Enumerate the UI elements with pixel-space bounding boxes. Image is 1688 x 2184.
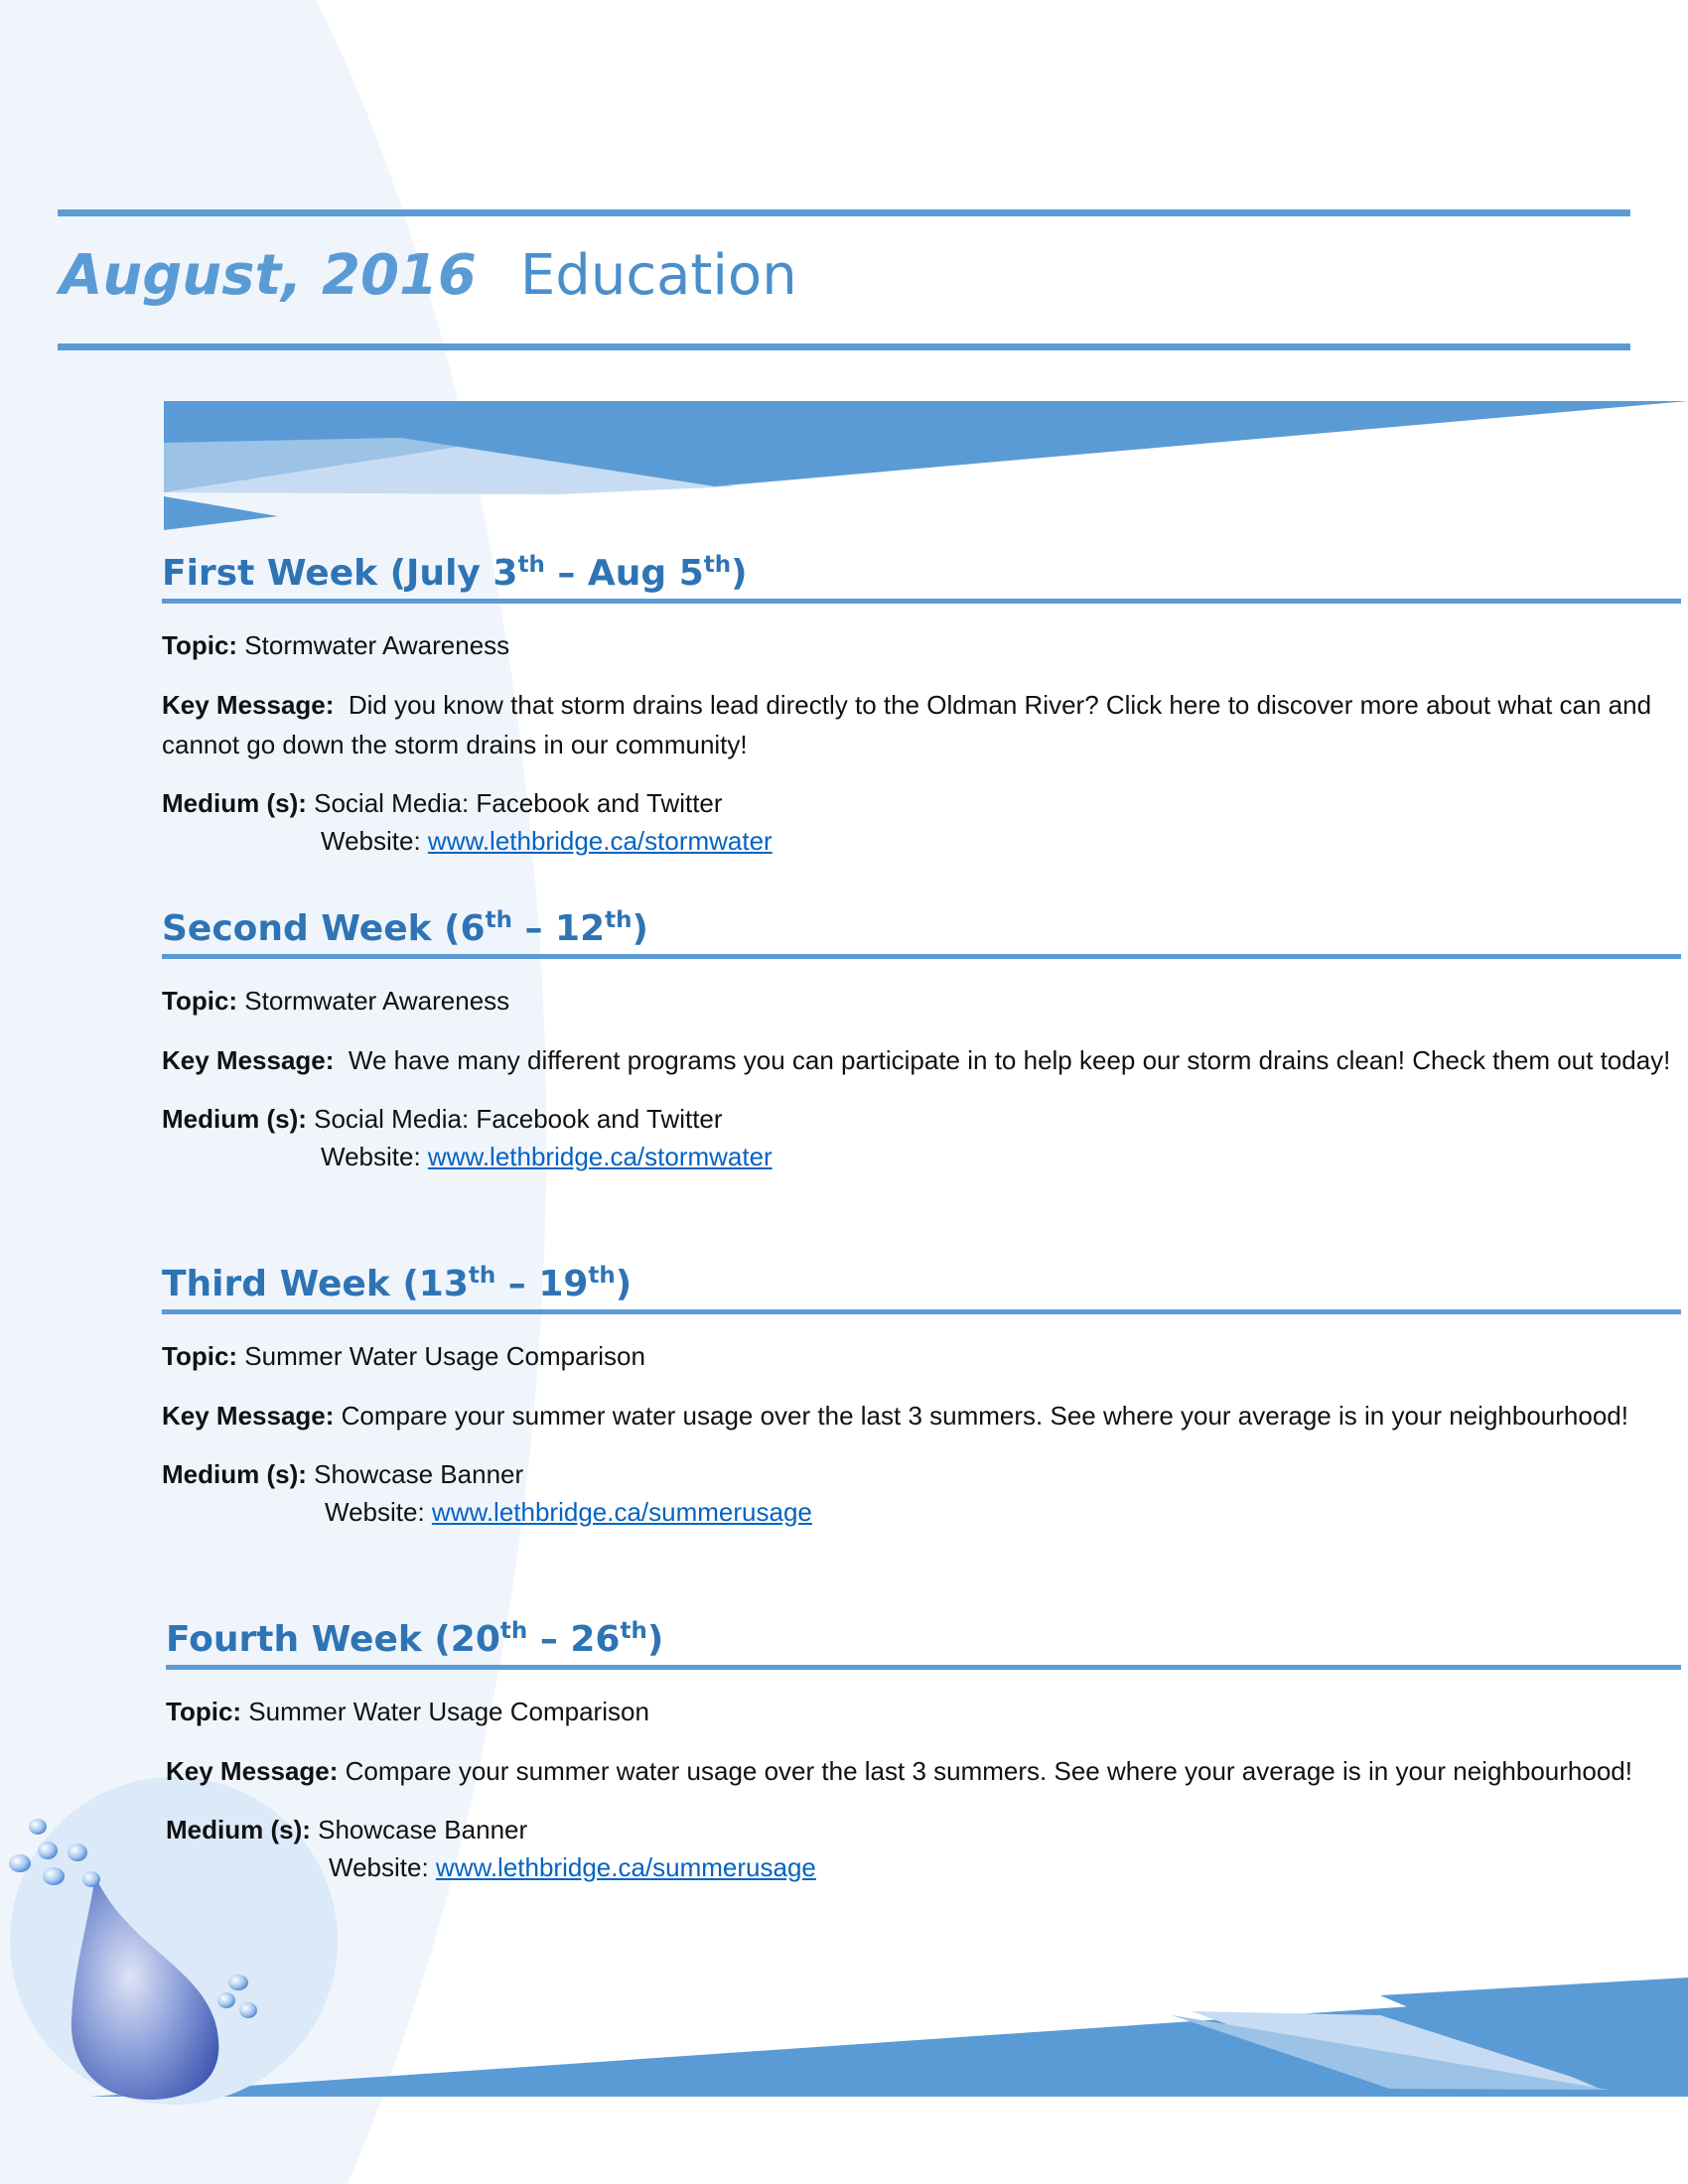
week-heading-text: Third Week (13th – 19th) — [162, 1263, 633, 1304]
header-bottom-rule — [58, 343, 1630, 350]
topic-value: Summer Water Usage Comparison — [248, 1697, 649, 1726]
topic-label: Topic: — [166, 1697, 242, 1726]
week-heading-text: First Week (July 3th – Aug 5th) — [162, 552, 748, 594]
website-label: Website: — [321, 826, 421, 856]
week-section-fourth — [166, 1618, 1680, 1886]
page-title — [60, 236, 797, 316]
key-message-value: Compare your summer water usage over the last 3 summers. See where your average is in your neighbourhood! — [345, 1756, 1632, 1786]
week-heading — [162, 552, 1676, 612]
key-message-label: Key Message: — [166, 1756, 339, 1786]
key-message-label: Key Message: — [162, 690, 335, 720]
title-subject: Education — [519, 243, 797, 308]
medium-label: Medium (s): — [162, 788, 307, 818]
week-heading — [166, 1618, 1680, 1678]
week-section-third — [162, 1263, 1676, 1531]
topic-value: Stormwater Awareness — [244, 630, 510, 660]
topic-line — [162, 981, 1676, 1021]
week-heading — [162, 907, 1676, 967]
medium-line — [162, 784, 1676, 822]
website-label: Website: — [329, 1852, 429, 1882]
topic-value: Stormwater Awareness — [244, 986, 510, 1016]
key-message-line — [162, 685, 1676, 764]
medium-block — [166, 1811, 1680, 1886]
website-label: Website: — [325, 1497, 425, 1527]
medium-label: Medium (s): — [162, 1104, 307, 1134]
week-heading-rule — [162, 1309, 1681, 1314]
medium-block — [162, 1100, 1676, 1175]
medium-block — [162, 784, 1676, 860]
medium-block — [162, 1455, 1676, 1531]
key-message-line — [166, 1751, 1680, 1791]
website-line — [166, 1848, 1680, 1886]
topic-label: Topic: — [162, 986, 238, 1016]
medium-value: Social Media: Facebook and Twitter — [314, 788, 723, 818]
key-message-line — [162, 1040, 1676, 1080]
topic-line — [162, 625, 1676, 665]
topic-label: Topic: — [162, 1341, 238, 1371]
week-heading-text: Fourth Week (20th – 26th) — [166, 1618, 664, 1660]
medium-label: Medium (s): — [166, 1815, 311, 1844]
website-line — [162, 1493, 1676, 1531]
key-message-label: Key Message: — [162, 1401, 335, 1431]
key-message-value: We have many different programs you can participate in to help keep our storm drains clean! Check them out today! — [348, 1045, 1671, 1075]
week-heading-rule — [166, 1665, 1681, 1670]
website-line — [162, 1138, 1676, 1175]
title-month: August, 2016 — [60, 243, 477, 308]
medium-label: Medium (s): — [162, 1459, 307, 1489]
topic-label: Topic: — [162, 630, 238, 660]
website-link[interactable]: www.lethbridge.ca/summerusage — [431, 1497, 812, 1527]
medium-value: Social Media: Facebook and Twitter — [314, 1104, 723, 1134]
week-heading-text: Second Week (6th – 12th) — [162, 907, 648, 949]
website-link[interactable]: www.lethbridge.ca/summerusage — [435, 1852, 816, 1882]
key-message-line — [162, 1396, 1676, 1435]
topic-line — [162, 1336, 1676, 1376]
key-message-value: Did you know that storm drains lead directly to the Oldman River? Click here to discover more about what can and cannot go down the storm drains in our community! — [162, 690, 1652, 759]
key-message-label: Key Message: — [162, 1045, 335, 1075]
key-message-value: Compare your summer water usage over the last 3 summers. See where your average is in your neighbourhood! — [341, 1401, 1628, 1431]
website-line — [162, 822, 1676, 860]
medium-line — [162, 1100, 1676, 1138]
website-label: Website: — [321, 1142, 421, 1171]
week-section-first — [162, 552, 1676, 860]
medium-value: Showcase Banner — [314, 1459, 524, 1489]
medium-value: Showcase Banner — [318, 1815, 528, 1844]
week-heading-rule — [162, 954, 1681, 959]
header-top-rule — [58, 209, 1630, 216]
week-heading-rule — [162, 599, 1681, 604]
week-heading — [162, 1263, 1676, 1322]
website-link[interactable]: www.lethbridge.ca/stormwater — [427, 826, 773, 856]
week-section-second — [162, 907, 1676, 1175]
topic-line — [166, 1692, 1680, 1731]
medium-line — [166, 1811, 1680, 1848]
topic-value: Summer Water Usage Comparison — [244, 1341, 645, 1371]
medium-line — [162, 1455, 1676, 1493]
website-link[interactable]: www.lethbridge.ca/stormwater — [427, 1142, 773, 1171]
